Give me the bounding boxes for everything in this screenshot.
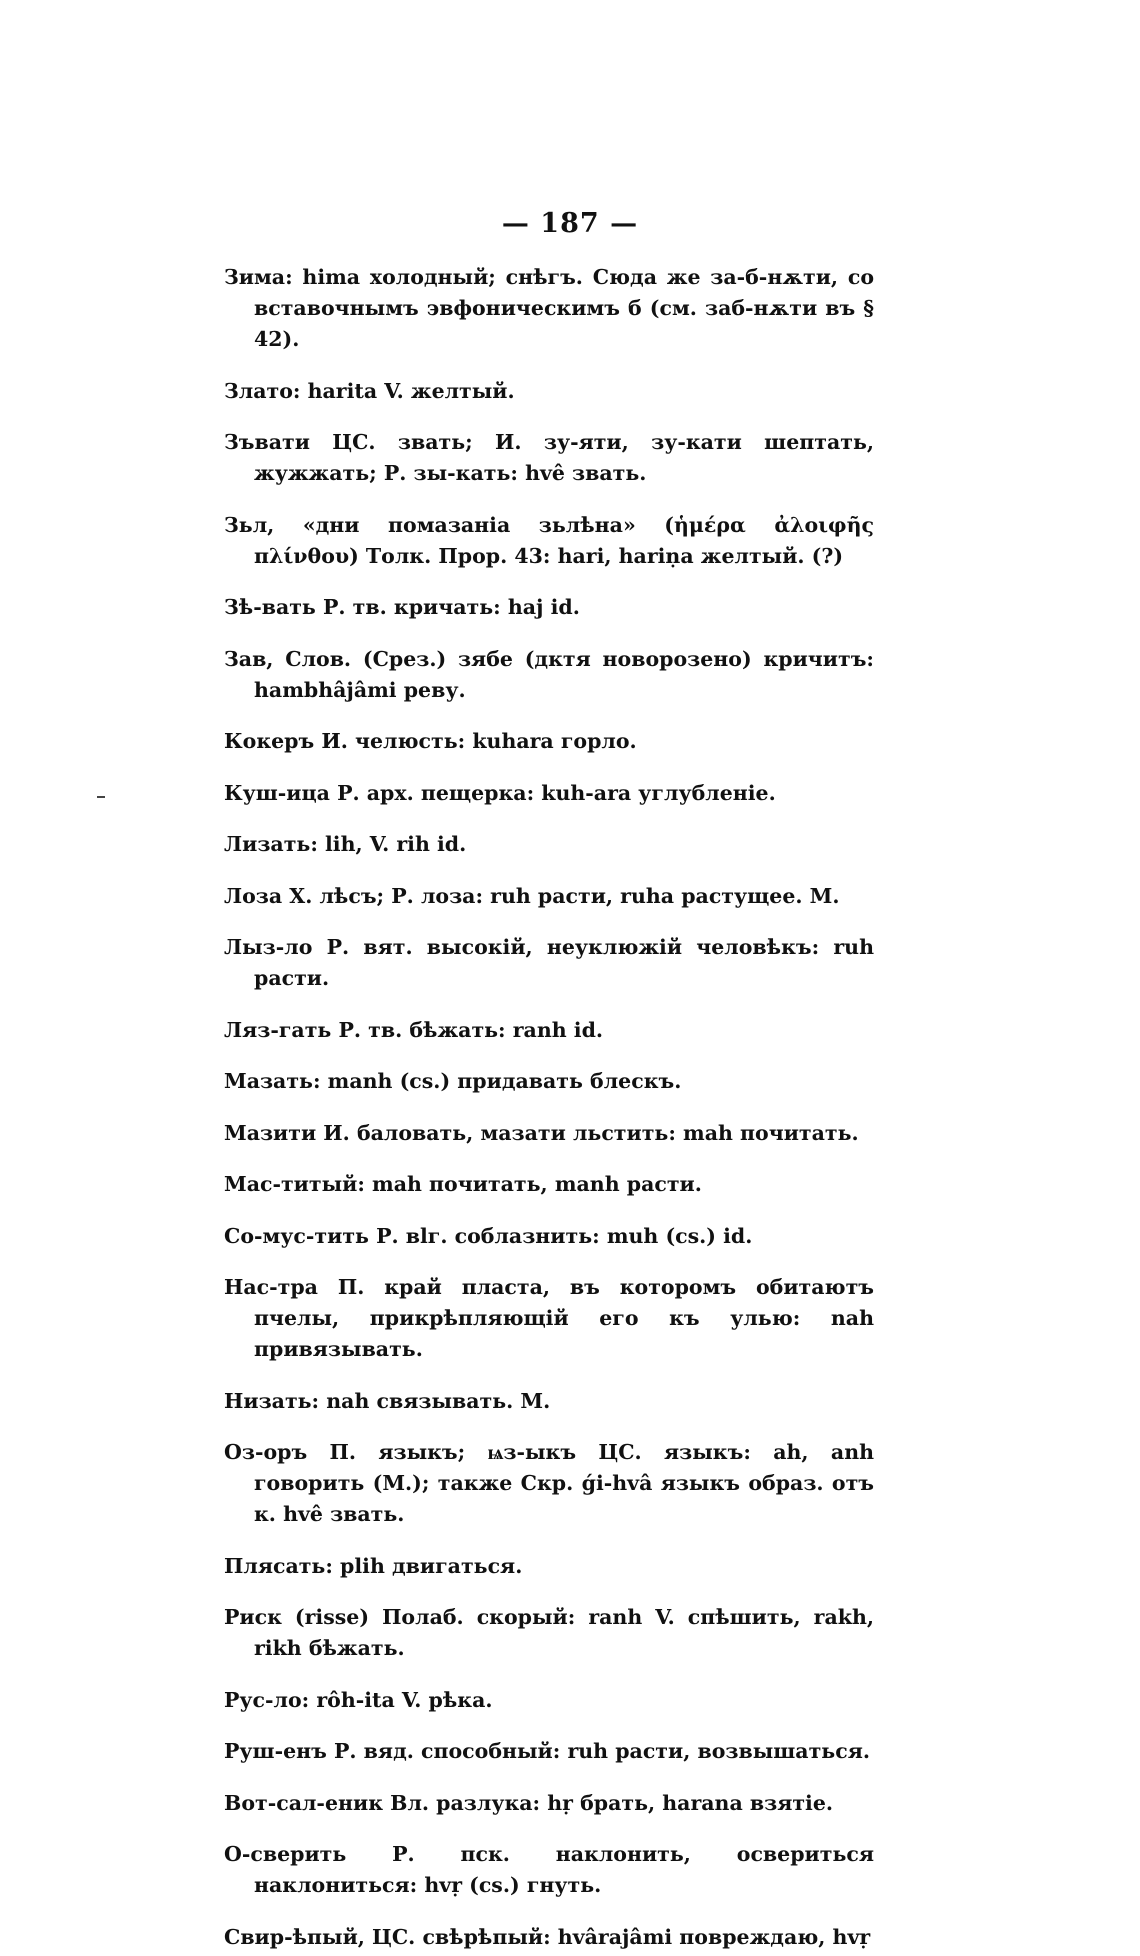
dictionary-entry: Мазать: manh (cs.) придавать блескъ.: [224, 1069, 682, 1093]
page-number: — 187 —: [501, 208, 639, 239]
dictionary-entry: Лизать: lih, V. rih id.: [224, 832, 467, 856]
dictionary-entry: О-сверить Р. пск. наклонить, освериться наклониться: hvṛ (cs.) гнуть.: [224, 1842, 874, 1897]
dictionary-entry: Лоза Х. лѣсъ; Р. лоза: ruh расти, ruha растущее. М.: [224, 883, 840, 908]
dictionary-entry: Риск (risse) Полаб. скорый: ranh V. спѣшить, rakh, rikh бѣжать.: [224, 1605, 874, 1660]
dictionary-entry: Зав, Слов. (Срез.) зябе (дктя новорозено) кричитъ: hambhâjâmi реву.: [224, 646, 874, 702]
dictionary-entry: Зима: hima холодный; снѣгъ. Сюда же за-б-нѫти, со вставочнымъ эвфоническимъ б (см. заб-нѫти въ § 42).: [224, 265, 874, 351]
dictionary-entry: Свир-ѣпый, ЦС. свѣрѣпый: hvârajâmi повреждаю, hvṛ: [224, 1924, 871, 1949]
dictionary-entry: Руш-енъ Р. вяд. способный: ruh расти, возвышаться.: [224, 1739, 870, 1763]
dictionary-entry: Зѣ-вать Р. тв. кричать: haj id.: [224, 595, 580, 619]
dictionary-entry: Зьл, «дни помазаніа зьлѣна» (ἡμέρα ἀλοιφῆς πλίνθου) Толк. Прор. 43: hari, hariṇa желтый. (?): [224, 512, 874, 568]
dictionary-entry: Мас-титый: mah почитать, manh расти.: [224, 1172, 702, 1196]
dictionary-entry: Низать: nah связывать. М.: [224, 1388, 551, 1413]
entry-list: [224, 262, 874, 1956]
dictionary-entry: Плясать: plih двигаться.: [224, 1553, 523, 1578]
dictionary-entry: Нас-тра П. край пласта, въ которомъ обитаютъ пчелы, прикрѣпляющій его къ улью: nah привязывать.: [224, 1275, 874, 1361]
dictionary-entry: Вот-сал-еник Вл. разлука: hṛ брать, harana взятіе.: [224, 1790, 834, 1815]
dictionary-entry: Злато: harita V. желтый.: [224, 378, 515, 403]
dictionary-entry: Оз-оръ П. языкъ; ѩз-ыкъ ЦС. языкъ: ah, anh говорить (М.); также Скр. ǵi-hvâ языкъ образ. отъ к. hvê звать.: [224, 1440, 874, 1526]
dictionary-entry: Зъвати ЦС. звать; И. зу-яти, зу-кати шептать, жужжать; Р. зы-кать: hvê звать.: [224, 430, 874, 485]
margin-mark: [97, 796, 105, 798]
dictionary-entry: Мазити И. баловать, мазати льстить: mah почитать.: [224, 1120, 859, 1145]
dictionary-entry: Рус-ло: rôh-ita V. рѣка.: [224, 1687, 493, 1712]
dictionary-entry: Ляз-гать Р. тв. бѣжать: ranh id.: [224, 1017, 604, 1042]
dictionary-entry: Лыз-ло Р. вят. высокій, неуклюжій человѣкъ: ruh расти.: [224, 935, 874, 990]
dictionary-entry: Со-муc-тить Р. вlг. соблазнить: muh (cs.) id.: [224, 1223, 753, 1248]
dictionary-entry: Кокеръ И. челюсть: kuhara горло.: [224, 729, 637, 753]
dictionary-entry: Куш-ица Р. арх. пещерка: kuh-ara углубленіе.: [224, 780, 776, 805]
